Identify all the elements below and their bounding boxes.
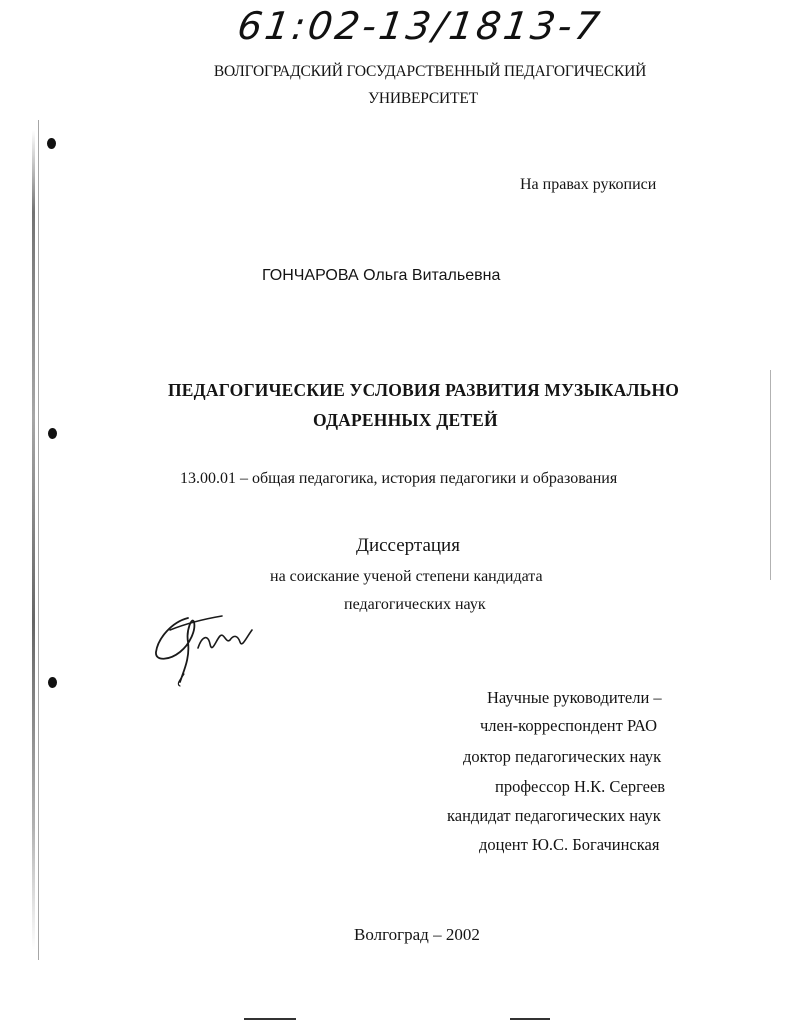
advisor-2-name: доцент Ю.С. Богачинская xyxy=(479,835,660,854)
scan-edge-line-right xyxy=(770,370,771,580)
manuscript-rights-note: На правах рукописи xyxy=(520,176,657,193)
scan-bottom-mark xyxy=(244,1018,296,1020)
specialty-code: 13.00.01 – общая педагогика, история педагогики и образования xyxy=(180,470,618,487)
punch-hole-mark xyxy=(48,428,57,439)
advisor-1-title: член-корреспондент РАО xyxy=(480,716,658,735)
dissertation-title-line1: ПЕДАГОГИЧЕСКИЕ УСЛОВИЯ РАЗВИТИЯ МУЗЫКАЛЬНО xyxy=(168,380,680,400)
author-name: ГОНЧАРОВА Ольга Витальевна xyxy=(262,267,501,284)
handwritten-signature xyxy=(150,600,270,690)
dissertation-title-line2: ОДАРЕННЫХ ДЕТЕЙ xyxy=(313,410,498,430)
advisor-1-degree: доктор педагогических наук xyxy=(463,747,662,766)
scan-edge-shadow xyxy=(32,130,35,950)
institution-name-line1: ВОЛГОГРАДСКИЙ ГОСУДАРСТВЕННЫЙ ПЕДАГОГИЧЕСКИЙ xyxy=(213,63,647,80)
punch-hole-mark xyxy=(47,138,56,149)
document-type: Диссертация xyxy=(356,535,460,556)
punch-hole-mark xyxy=(48,677,57,688)
degree-line2: педагогических наук xyxy=(344,596,486,613)
advisor-2-degree: кандидат педагогических наук xyxy=(447,806,661,825)
institution-name-line2: УНИВЕРСИТЕТ xyxy=(368,90,478,107)
scan-edge-line xyxy=(38,120,39,960)
advisors-heading: Научные руководители – xyxy=(487,688,662,707)
scan-bottom-mark xyxy=(510,1018,550,1020)
advisor-1-name: профессор Н.К. Сергеев xyxy=(495,777,666,796)
city-year: Волгоград – 2002 xyxy=(354,925,480,944)
library-stamp-code: 61:02-13/1813-7 xyxy=(234,4,606,48)
degree-line1: на соискание ученой степени кандидата xyxy=(270,568,543,585)
